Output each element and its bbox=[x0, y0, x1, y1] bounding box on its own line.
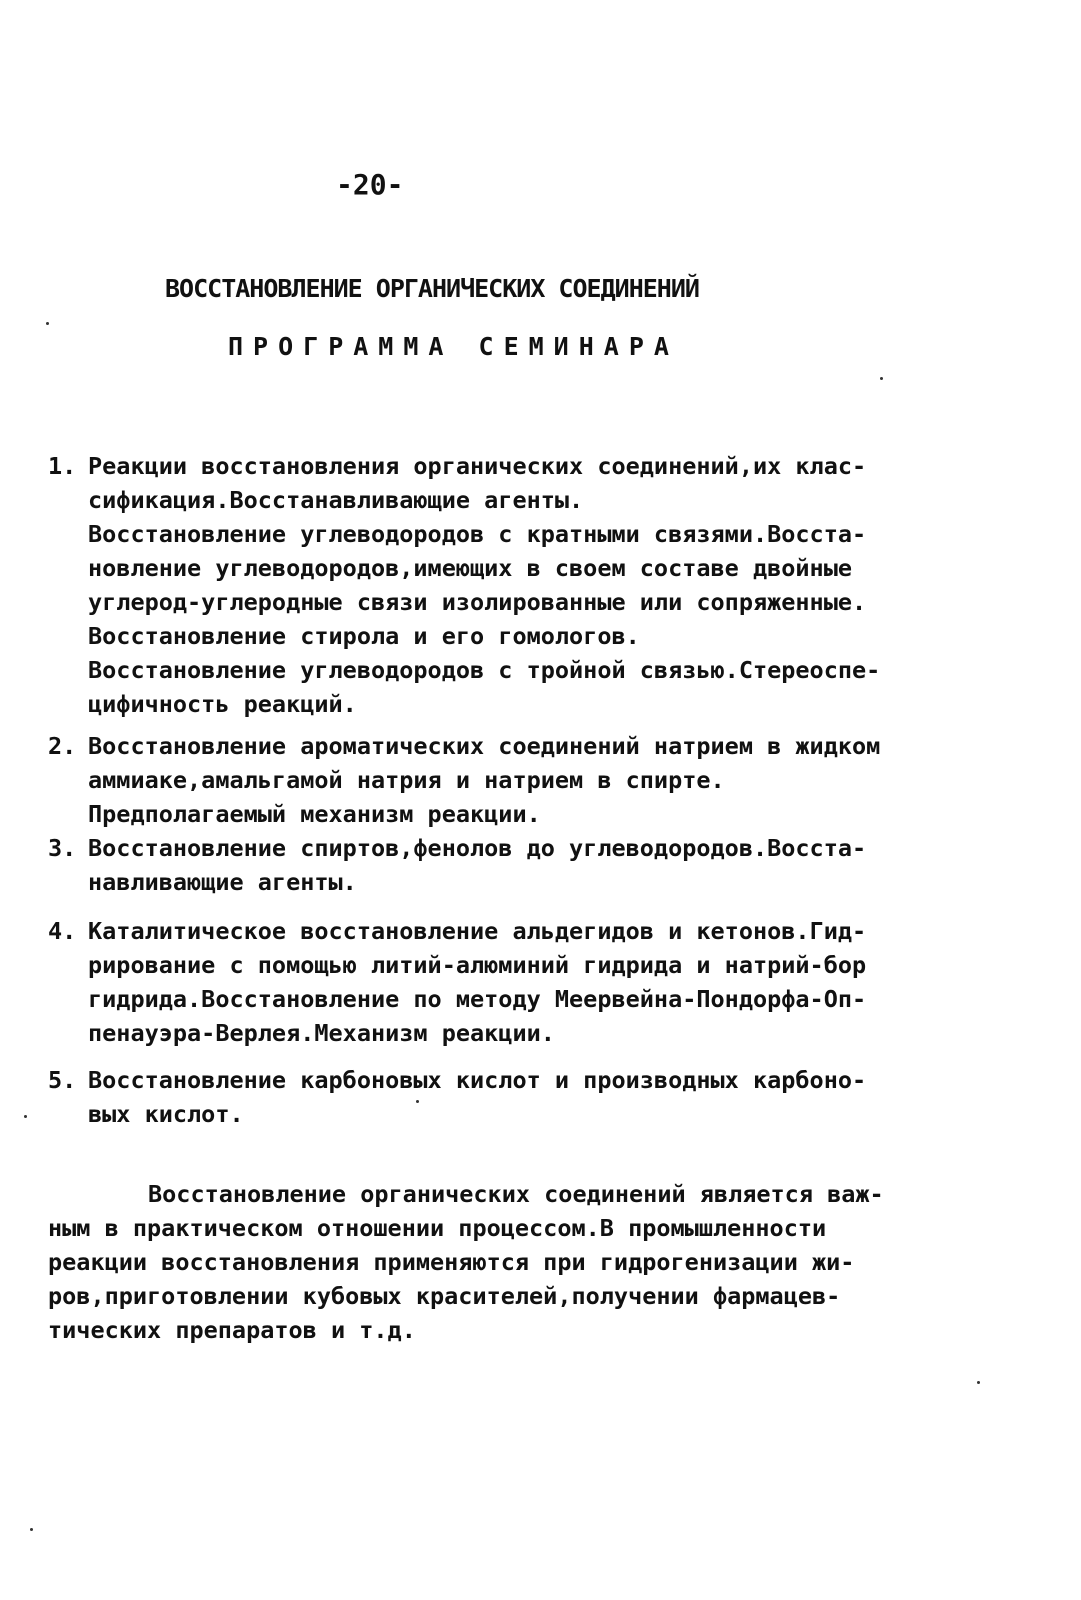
list-item-line: Восстановление углеводородов с кратными связями.Восста- bbox=[88, 520, 867, 548]
list-item-number: 5. bbox=[48, 1066, 77, 1094]
list-item-line: гидрида.Восстановление по методу Меервейна-Пондорфа-Оп- bbox=[88, 985, 867, 1013]
list-item-line: цифичность реакций. bbox=[88, 690, 357, 718]
scan-speck bbox=[977, 1381, 980, 1384]
paragraph-line: реакции восстановления применяются при гидрогенизации жи- bbox=[48, 1248, 855, 1276]
list-item-line: аммиаке,амальгамой натрия и натрием в спирте. bbox=[88, 766, 725, 794]
list-item bbox=[48, 729, 1038, 831]
list-item-text: Каталитическое восстановление альдегидов и кетонов.Гид- bbox=[88, 917, 867, 945]
document-subtitle: ПРОГРАММА СЕМИНАРА bbox=[228, 332, 679, 361]
scan-speck bbox=[46, 322, 49, 325]
list-item bbox=[48, 831, 1038, 899]
list-item-number: 3. bbox=[48, 834, 77, 862]
list-item-line bbox=[48, 449, 1038, 483]
paragraph-line: тических препаратов и т.д. bbox=[48, 1316, 416, 1344]
list-item-line bbox=[48, 914, 1038, 948]
list-item-line: сификация.Восстанавливающие агенты. bbox=[88, 486, 584, 514]
list-item-number: 4. bbox=[48, 917, 77, 945]
list-item-number: 2. bbox=[48, 732, 77, 760]
list-item-line bbox=[48, 729, 1038, 763]
list-item-line: Предполагаемый механизм реакции. bbox=[88, 800, 541, 828]
list-item-line bbox=[48, 1063, 1038, 1097]
scan-speck bbox=[30, 1528, 33, 1531]
list-item-line: Восстановление стирола и его гомологов. bbox=[88, 622, 640, 650]
paragraph-line: ным в практическом отношении процессом.В промышленности bbox=[48, 1214, 827, 1242]
list-item-line bbox=[48, 831, 1038, 865]
list-item bbox=[48, 449, 1038, 721]
list-item-line: углерод-углеродные связи изолированные или сопряженные. bbox=[88, 588, 867, 616]
list-item-line: вых кислот. bbox=[88, 1100, 244, 1128]
page-number: -20- bbox=[336, 168, 404, 201]
scan-speck bbox=[24, 1115, 27, 1118]
list-item-text: Восстановление спиртов,фенолов до углеводородов.Восста- bbox=[88, 834, 867, 862]
list-item-line: пенауэра-Верлея.Механизм реакции. bbox=[88, 1019, 555, 1047]
list-item-text: Восстановление ароматических соединений натрием в жидком bbox=[88, 732, 881, 760]
list-item-line: рирование с помощью литий-алюминий гидрида и натрий-бор bbox=[88, 951, 867, 979]
list-item-line: новление углеводородов,имеющих в своем составе двойные bbox=[88, 554, 853, 582]
paragraph-line: ров,приготовлении кубовых красителей,получении фармацев- bbox=[48, 1282, 841, 1310]
list-item bbox=[48, 914, 1038, 1050]
list-item-line: навливающие агенты. bbox=[88, 868, 357, 896]
list-item-number: 1. bbox=[48, 452, 77, 480]
scan-speck bbox=[880, 377, 883, 380]
paragraph-line: Восстановление органических соединений является важ- bbox=[148, 1180, 884, 1208]
body-paragraph bbox=[48, 1177, 1038, 1347]
scan-speck bbox=[416, 1100, 419, 1103]
document-title: ВОССТАНОВЛЕНИЕ ОРГАНИЧЕСКИХ СОЕДИНЕНИЙ bbox=[165, 274, 699, 303]
list-item-line: Восстановление углеводородов с тройной связью.Стереоспе- bbox=[88, 656, 881, 684]
list-item bbox=[48, 1063, 1038, 1131]
list-item-text: Реакции восстановления органических соединений,их клас- bbox=[88, 452, 867, 480]
list-item-text: Восстановление карбоновых кислот и производных карбоно- bbox=[88, 1066, 867, 1094]
